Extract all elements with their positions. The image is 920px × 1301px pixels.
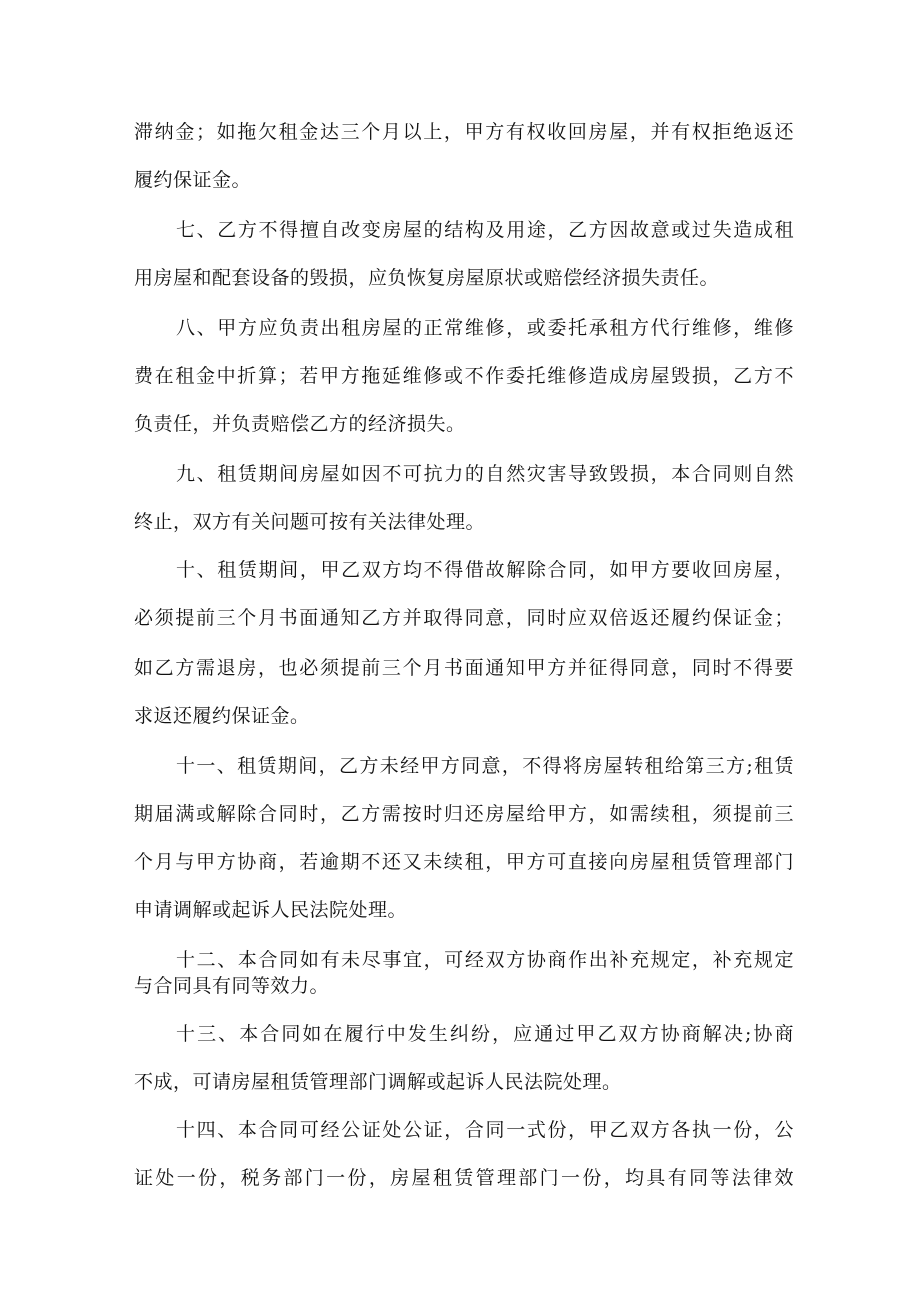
- text-line: 十、租赁期间，甲乙双方均不得借故解除合同，如甲方要收回房屋，: [176, 559, 794, 581]
- text-line: 如乙方需退房，也必须提前三个月书面通知甲方并征得同意，同时不得要: [134, 657, 794, 679]
- text-line: 十一、租赁期间，乙方未经甲方同意，不得将房屋转租给第三方;租赁: [176, 755, 794, 777]
- text-line: 申请调解或起诉人民法院处理。: [134, 899, 408, 921]
- text-line: 求返还履约保证金。: [134, 705, 310, 727]
- text-line: 终止，双方有关问题可按有关法律处理。: [134, 511, 486, 533]
- text-line: 与合同具有同等效力。: [134, 975, 330, 997]
- text-line: 十三、本合同如在履行中发生纠纷，应通过甲乙双方协商解决;协商: [176, 1023, 794, 1045]
- text-line: 用房屋和配套设备的毁损，应负恢复房屋原状或赔偿经济损失责任。: [134, 267, 720, 289]
- text-line: 证处一份，税务部门一份，房屋租赁管理部门一份，均具有同等法律效: [134, 1167, 794, 1189]
- text-line: 七、乙方不得擅自改变房屋的结构及用途，乙方因故意或过失造成租: [176, 219, 794, 241]
- text-line: 期届满或解除合同时，乙方需按时归还房屋给甲方，如需续租，须提前三: [134, 803, 794, 825]
- text-line: 八、甲方应负责出租房屋的正常维修，或委托承租方代行维修，维修: [176, 317, 794, 339]
- text-line: 负责任，并负责赔偿乙方的经济损失。: [134, 413, 466, 435]
- text-line: 十二、本合同如有未尽事宜，可经双方协商作出补充规定，补充规定: [176, 949, 794, 971]
- text-line: 滞纳金；如拖欠租金达三个月以上，甲方有权收回房屋，并有权拒绝返还: [134, 121, 794, 143]
- text-line: 九、租赁期间房屋如因不可抗力的自然灾害导致毁损，本合同则自然: [176, 463, 794, 485]
- text-line: 必须提前三个月书面通知乙方并取得同意，同时应双倍返还履约保证金；: [134, 607, 794, 629]
- text-line: 十四、本合同可经公证处公证，合同一式份，甲乙双方各执一份，公: [176, 1119, 794, 1141]
- text-line: 履约保证金。: [134, 169, 252, 191]
- text-line: 费在租金中折算；若甲方拖延维修或不作委托维修造成房屋毁损，乙方不: [134, 365, 794, 387]
- text-line: 个月与甲方协商，若逾期不还又未续租，甲方可直接向房屋租赁管理部门: [134, 851, 794, 873]
- text-line: 不成，可请房屋租赁管理部门调解或起诉人民法院处理。: [134, 1071, 622, 1093]
